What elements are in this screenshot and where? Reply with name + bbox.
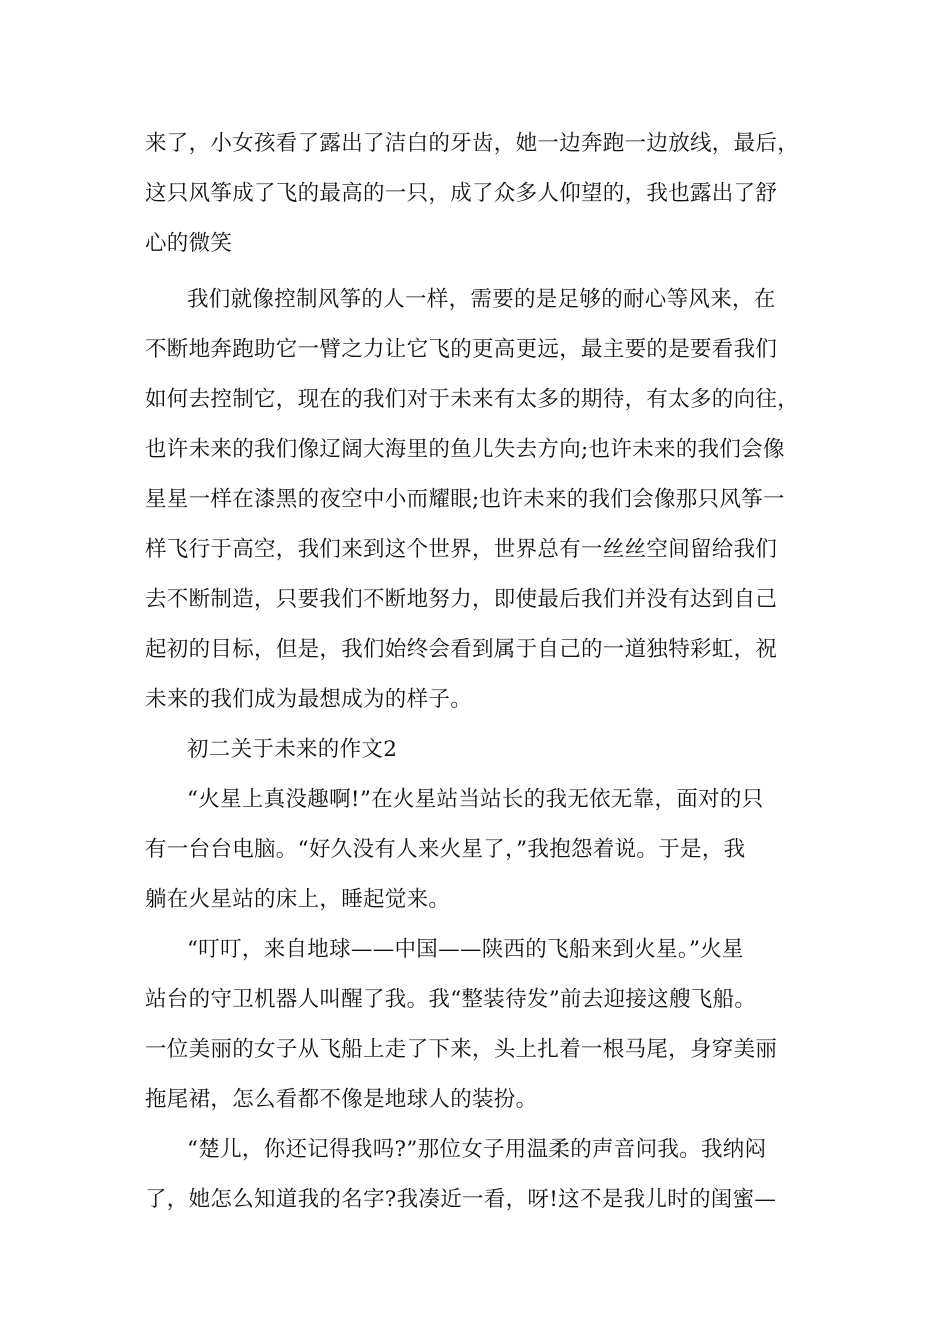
- text-line: 一位美丽的女子从飞船上走了下来，头上扎着一根马尾，身穿美丽: [145, 1037, 778, 1062]
- section-heading: 初二关于未来的作文2: [187, 737, 398, 762]
- text-line: 不断地奔跑助它一臂之力让它飞的更高更远，最主要的是要看我们: [145, 337, 778, 362]
- text-line: 了，她怎么知道我的名字?我凑近一看，呀!这不是我儿时的闺蜜—: [145, 1187, 777, 1212]
- text-line: 样飞行于高空，我们来到这个世界，世界总有一丝丝空间留给我们: [145, 537, 778, 562]
- paragraph-start-line: “火星上真没趣啊!”在火星站当站长的我无依无靠，面对的只: [187, 787, 764, 812]
- text-line: 星星一样在漆黑的夜空中小而耀眼;也许未来的我们会像那只风筝一: [145, 487, 785, 512]
- text-line: 站台的守卫机器人叫醒了我。我“整装待发”前去迎接这艘飞船。: [145, 987, 757, 1012]
- text-line: 来了，小女孩看了露出了洁白的牙齿，她一边奔跑一边放线，最后，: [145, 131, 800, 156]
- text-line: 这只风筝成了飞的最高的一只，成了众多人仰望的，我也露出了舒: [145, 181, 778, 206]
- text-line: 有一台台电脑。“好久没有人来火星了，”我抱怨着说。于是，我: [145, 837, 746, 862]
- text-line: 拖尾裙，怎么看都不像是地球人的装扮。: [145, 1087, 538, 1112]
- text-line: 心的微笑: [145, 231, 233, 256]
- text-line: 也许未来的我们像辽阔大海里的鱼儿失去方向;也许未来的我们会像: [145, 437, 785, 462]
- paragraph-start-line: 我们就像控制风筝的人一样，需要的是足够的耐心等风来，在: [187, 287, 776, 312]
- paragraph-start-line: “叮叮，来自地球——中国——陕西的飞船来到火星。”火星: [187, 937, 744, 962]
- text-line: 如何去控制它，现在的我们对于未来有太多的期待，有太多的向往，: [145, 387, 800, 412]
- text-line: 躺在火星站的床上，睡起觉来。: [145, 887, 451, 912]
- text-line: 起初的目标，但是，我们始终会看到属于自己的一道独特彩虹，祝: [145, 637, 778, 662]
- paragraph-start-line: “楚儿，你还记得我吗?”那位女子用温柔的声音问我。我纳闷: [187, 1137, 767, 1162]
- text-line: 未来的我们成为最想成为的样子。: [145, 687, 473, 712]
- text-line: 去不断制造，只要我们不断地努力，即使最后我们并没有达到自己: [145, 587, 778, 612]
